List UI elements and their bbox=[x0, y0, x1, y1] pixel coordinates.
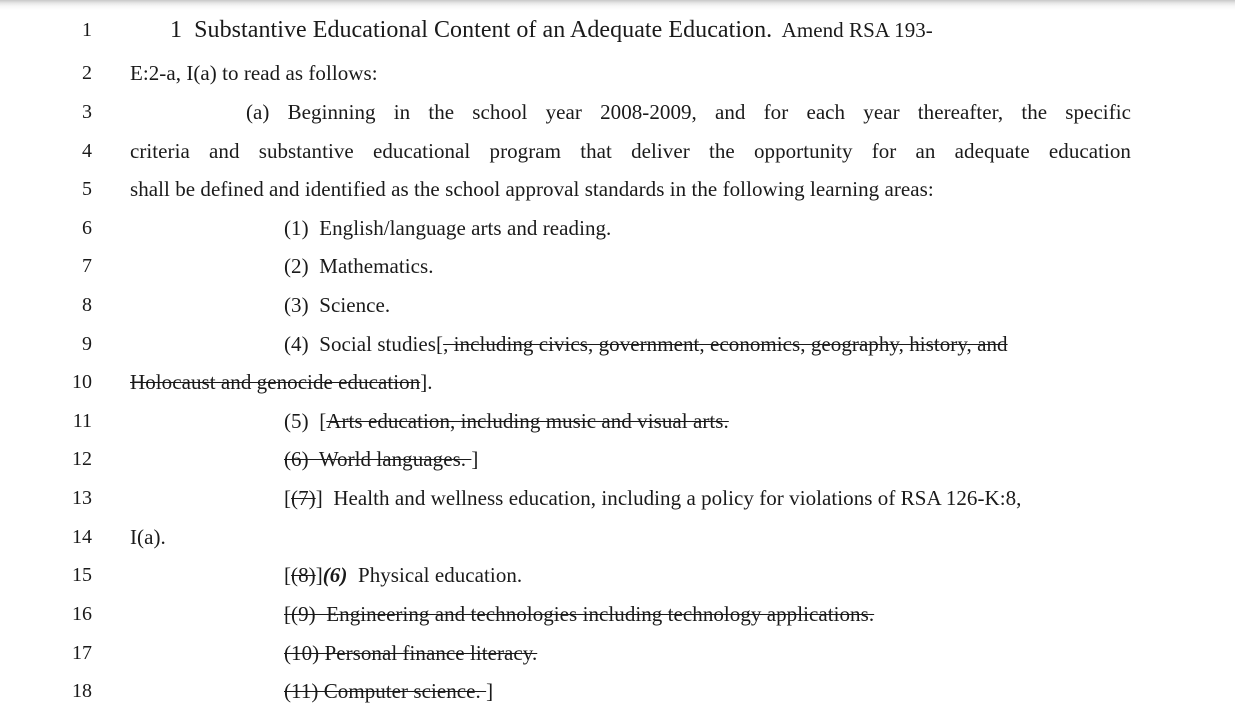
section-number: 1 bbox=[170, 17, 195, 43]
document-line-12 bbox=[0, 440, 1235, 478]
line-number: 5 bbox=[82, 178, 92, 200]
line-text bbox=[284, 556, 522, 594]
deleted-text: Holocaust and genocide education bbox=[130, 370, 421, 394]
document-line-10 bbox=[0, 363, 1235, 401]
line-text bbox=[284, 325, 1008, 363]
line-number: 1 bbox=[82, 19, 92, 41]
deleted-text: (6) World languages. bbox=[284, 447, 472, 471]
line-text: I(a). bbox=[130, 525, 166, 549]
line-number: 12 bbox=[72, 448, 92, 470]
plain-text: [ bbox=[284, 486, 292, 510]
plain-text: ] bbox=[471, 447, 479, 471]
document-line-5 bbox=[0, 170, 1235, 208]
line-number: 9 bbox=[82, 333, 92, 355]
line-text bbox=[130, 363, 433, 401]
line-number: 8 bbox=[82, 294, 92, 316]
document-line-14 bbox=[0, 518, 1235, 556]
document-line-11 bbox=[0, 402, 1235, 440]
plain-text: ] bbox=[486, 679, 494, 703]
line-text: criteria and substantive educational program that deliver the opportunity for an adequate education bbox=[130, 139, 1131, 163]
line-number: 13 bbox=[72, 487, 92, 509]
line-text bbox=[284, 595, 874, 633]
line-text: E:2-a, I(a) to read as follows: bbox=[130, 61, 378, 85]
line-number: 7 bbox=[82, 255, 92, 277]
document-line-18 bbox=[0, 672, 1235, 710]
deleted-text: Arts education, including music and visual arts. bbox=[326, 409, 729, 433]
line-text bbox=[284, 634, 537, 672]
document-line-2 bbox=[0, 54, 1235, 92]
line-text bbox=[284, 672, 493, 710]
line-number: 18 bbox=[72, 680, 92, 702]
document-line-7 bbox=[0, 247, 1235, 285]
deleted-text: (7) bbox=[291, 486, 316, 510]
line-number: 6 bbox=[82, 217, 92, 239]
section-heading: Substantive Educational Content of an Adequate Education. bbox=[194, 17, 773, 43]
plain-text: Physical education. bbox=[347, 563, 523, 587]
document-line-16 bbox=[0, 595, 1235, 633]
amend-text: Amend RSA 193- bbox=[772, 18, 933, 42]
line-text: (a) Beginning in the school year 2008-2009, and for each year thereafter, the specific bbox=[246, 100, 1131, 124]
document-line-1 bbox=[0, 11, 1235, 49]
line-number: 16 bbox=[72, 603, 92, 625]
line-number: 10 bbox=[72, 371, 92, 393]
document-line-17 bbox=[0, 634, 1235, 672]
document-line-4 bbox=[0, 132, 1235, 170]
deleted-text: (10) Personal finance literacy. bbox=[284, 641, 538, 665]
line-number: 14 bbox=[72, 526, 92, 548]
plain-text: [ bbox=[284, 563, 292, 587]
line-text bbox=[284, 402, 729, 440]
line-number: 17 bbox=[72, 642, 92, 664]
deleted-text: (9) Engineering and technologies including technology applications. bbox=[291, 602, 875, 626]
line-number: 15 bbox=[72, 564, 92, 586]
line-text: (3) Science. bbox=[284, 293, 391, 317]
line-text bbox=[284, 440, 478, 478]
line-text bbox=[170, 11, 933, 49]
plain-text: ] Health and wellness education, including a policy for violations of RSA 126-K:8, bbox=[315, 486, 1022, 510]
deleted-text: (11) Computer science. bbox=[284, 679, 487, 703]
line-number: 11 bbox=[72, 410, 92, 432]
document-line-3 bbox=[0, 93, 1235, 131]
document-line-15 bbox=[0, 556, 1235, 594]
line-text: (2) Mathematics. bbox=[284, 254, 434, 278]
line-number: 2 bbox=[82, 62, 92, 84]
plain-text: (4) Social studies[ bbox=[284, 332, 444, 356]
document-line-13 bbox=[0, 479, 1235, 517]
inserted-text: (6) bbox=[322, 563, 348, 587]
plain-text: [ bbox=[284, 602, 292, 626]
line-text bbox=[284, 479, 1021, 517]
line-number: 4 bbox=[82, 140, 92, 162]
plain-text: ]. bbox=[420, 370, 433, 394]
deleted-text: , including civics, government, economics, geography, history, and bbox=[443, 332, 1008, 356]
document-line-9 bbox=[0, 325, 1235, 363]
deleted-text: (8) bbox=[291, 563, 316, 587]
document-line-8 bbox=[0, 286, 1235, 324]
line-text: (1) English/language arts and reading. bbox=[284, 216, 612, 240]
plain-text: (5) [ bbox=[284, 409, 327, 433]
line-number: 3 bbox=[82, 101, 92, 123]
plain-text: ] bbox=[315, 563, 323, 587]
document-line-6 bbox=[0, 209, 1235, 247]
line-text: shall be defined and identified as the school approval standards in the following learning areas: bbox=[130, 177, 934, 201]
